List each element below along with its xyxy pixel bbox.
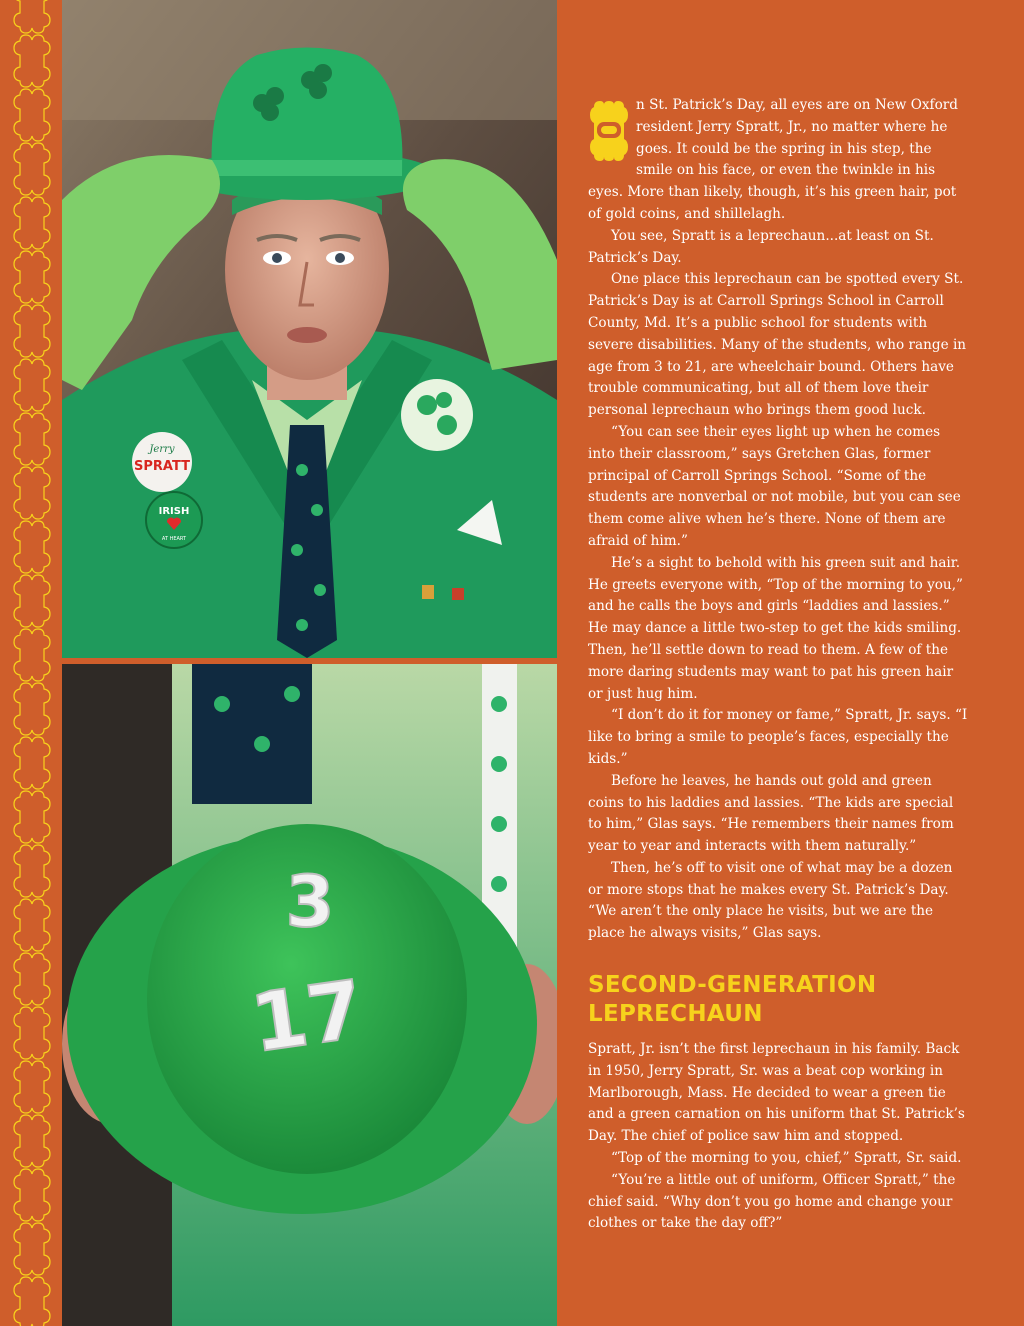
shamrock-outline-icon (14, 953, 50, 1005)
shamrock-outline-icon (14, 521, 50, 573)
article-paragraph: “You’re a little out of uniform, Officer Spratt,” the chief said. “Why don’t you go home and change your clothes or take the day off?” (588, 1171, 956, 1232)
article-paragraph: One place this leprechaun can be spotted every St. Patrick’s Day is at Carroll Springs School in Carroll County, Md. It’s a public school for students with severe disabilities. Many of the students, who range in age from 3 to 21, are wheelchair bound. Others have trouble communicating, but all of them love their personal leprechaun who brings them good luck. (588, 271, 967, 419)
article-paragraph: “I don’t do it for money or fame,” Spratt, Jr. says. “I like to bring a smile to people’s faces, especially the kids.” (588, 707, 968, 767)
button-at-heart-text: AT HEART (161, 536, 187, 542)
article-paragraph: Spratt, Jr. isn’t the first leprechaun in his family. Back in 1950, Jerry Spratt, Sr. was a beat cop working in Marlborough, Mass. He decided to wear a green tie and a green carnation on his uniform that St. Patrick’s Day. The chief of police saw him and stopped. (588, 1041, 965, 1145)
drop-cap-icon (588, 99, 630, 163)
article-paragraph: Then, he’s off to visit one of what may be a dozen or more stops that he makes every St. Patrick’s Day. “We aren’t the only place he visits, but we are the place he always visits,” Glas says. (588, 859, 953, 942)
article-body (588, 95, 968, 1235)
shamrock-outline-icon (14, 1115, 50, 1167)
shamrock-outline-icon (14, 143, 50, 195)
leprechaun-portrait-image (62, 0, 557, 658)
photo-green-hat (62, 664, 557, 1326)
article-paragraph: Before he leaves, he hands out gold and green coins to his laddies and lassies. “The kids are special to him,” Glas says. “He remembers their names from year to year and interacts with them naturally.” (588, 772, 954, 855)
shamrock-outline-icon (14, 845, 50, 897)
intro-section (588, 95, 968, 945)
shamrock-outline-icon (14, 791, 50, 843)
shamrock-outline-icon (14, 1169, 50, 1221)
shamrock-outline-icon (14, 35, 50, 87)
shamrock-outline-icon (14, 359, 50, 411)
shamrock-outline-icon (14, 1061, 50, 1113)
shamrock-outline-icon (14, 467, 50, 519)
shamrock-outline-icon (14, 197, 50, 249)
button-irish-text: IRISH (158, 506, 190, 517)
article-paragraph: He’s a sight to behold with his green suit and hair. He greets everyone with, “Top of the morning to you,” and he calls the boys and girls “laddies and lassies.” He may dance a little two-step to get the kids smiling. Then, he’ll settle down to read to them. A few of the more daring students may want to pat his green hair or just hug him. (588, 554, 963, 702)
shamrock-outline-icon (14, 629, 50, 681)
drop-cap-o (588, 99, 630, 163)
shamrock-outline-icon (14, 899, 50, 951)
shamrock-outline-icon (14, 1223, 50, 1275)
shamrock-outline-icon (14, 1007, 50, 1059)
shamrock-pattern-icon (0, 0, 62, 1326)
section-subhead: SECOND-GENERATION LEPRECHAUN (588, 972, 877, 1028)
shamrock-outline-icon (14, 683, 50, 735)
shamrock-outline-icon (14, 1277, 50, 1326)
second-section (588, 1039, 968, 1235)
shamrock-outline-icon (14, 89, 50, 141)
article-paragraph: n St. Patrick’s Day, all eyes are on New Oxford resident Jerry Spratt, Jr., no matter where he goes. It could be the spring in his step, the smile on his face, or even the twinkle in his eyes. More than likely, though, it’s his green hair, pot of gold coins, and shillelagh. (588, 97, 958, 222)
shamrock-outline-icon (14, 251, 50, 303)
button-spratt-text: SPRATT (134, 459, 190, 474)
article-paragraph: “You can see their eyes light up when he comes into their classroom,” says Gretchen Glas, former principal of Carroll Springs School. “Some of the students are nonverbal or not mobile, but you can see them come alive when he’s there. None of them are afraid of him.” (588, 423, 961, 549)
button-jerry-script: Jerry (149, 444, 175, 455)
decorative-border (0, 0, 62, 1326)
shamrock-outline-icon (14, 413, 50, 465)
shamrock-outline-icon (14, 305, 50, 357)
hat-number-17: 17 (245, 962, 369, 1071)
shamrock-outline-icon (14, 737, 50, 789)
article-paragraph: “Top of the morning to you, chief,” Spratt, Sr. said. (611, 1150, 962, 1167)
photo-leprechaun-portrait (62, 0, 557, 658)
article-paragraph: You see, Spratt is a leprechaun...at least on St. Patrick’s Day. (588, 227, 934, 266)
shamrock-outline-icon (14, 0, 50, 33)
shamrock-outline-icon (14, 575, 50, 627)
hat-number-3: 3 (285, 861, 335, 943)
green-hat-image (62, 664, 557, 1326)
